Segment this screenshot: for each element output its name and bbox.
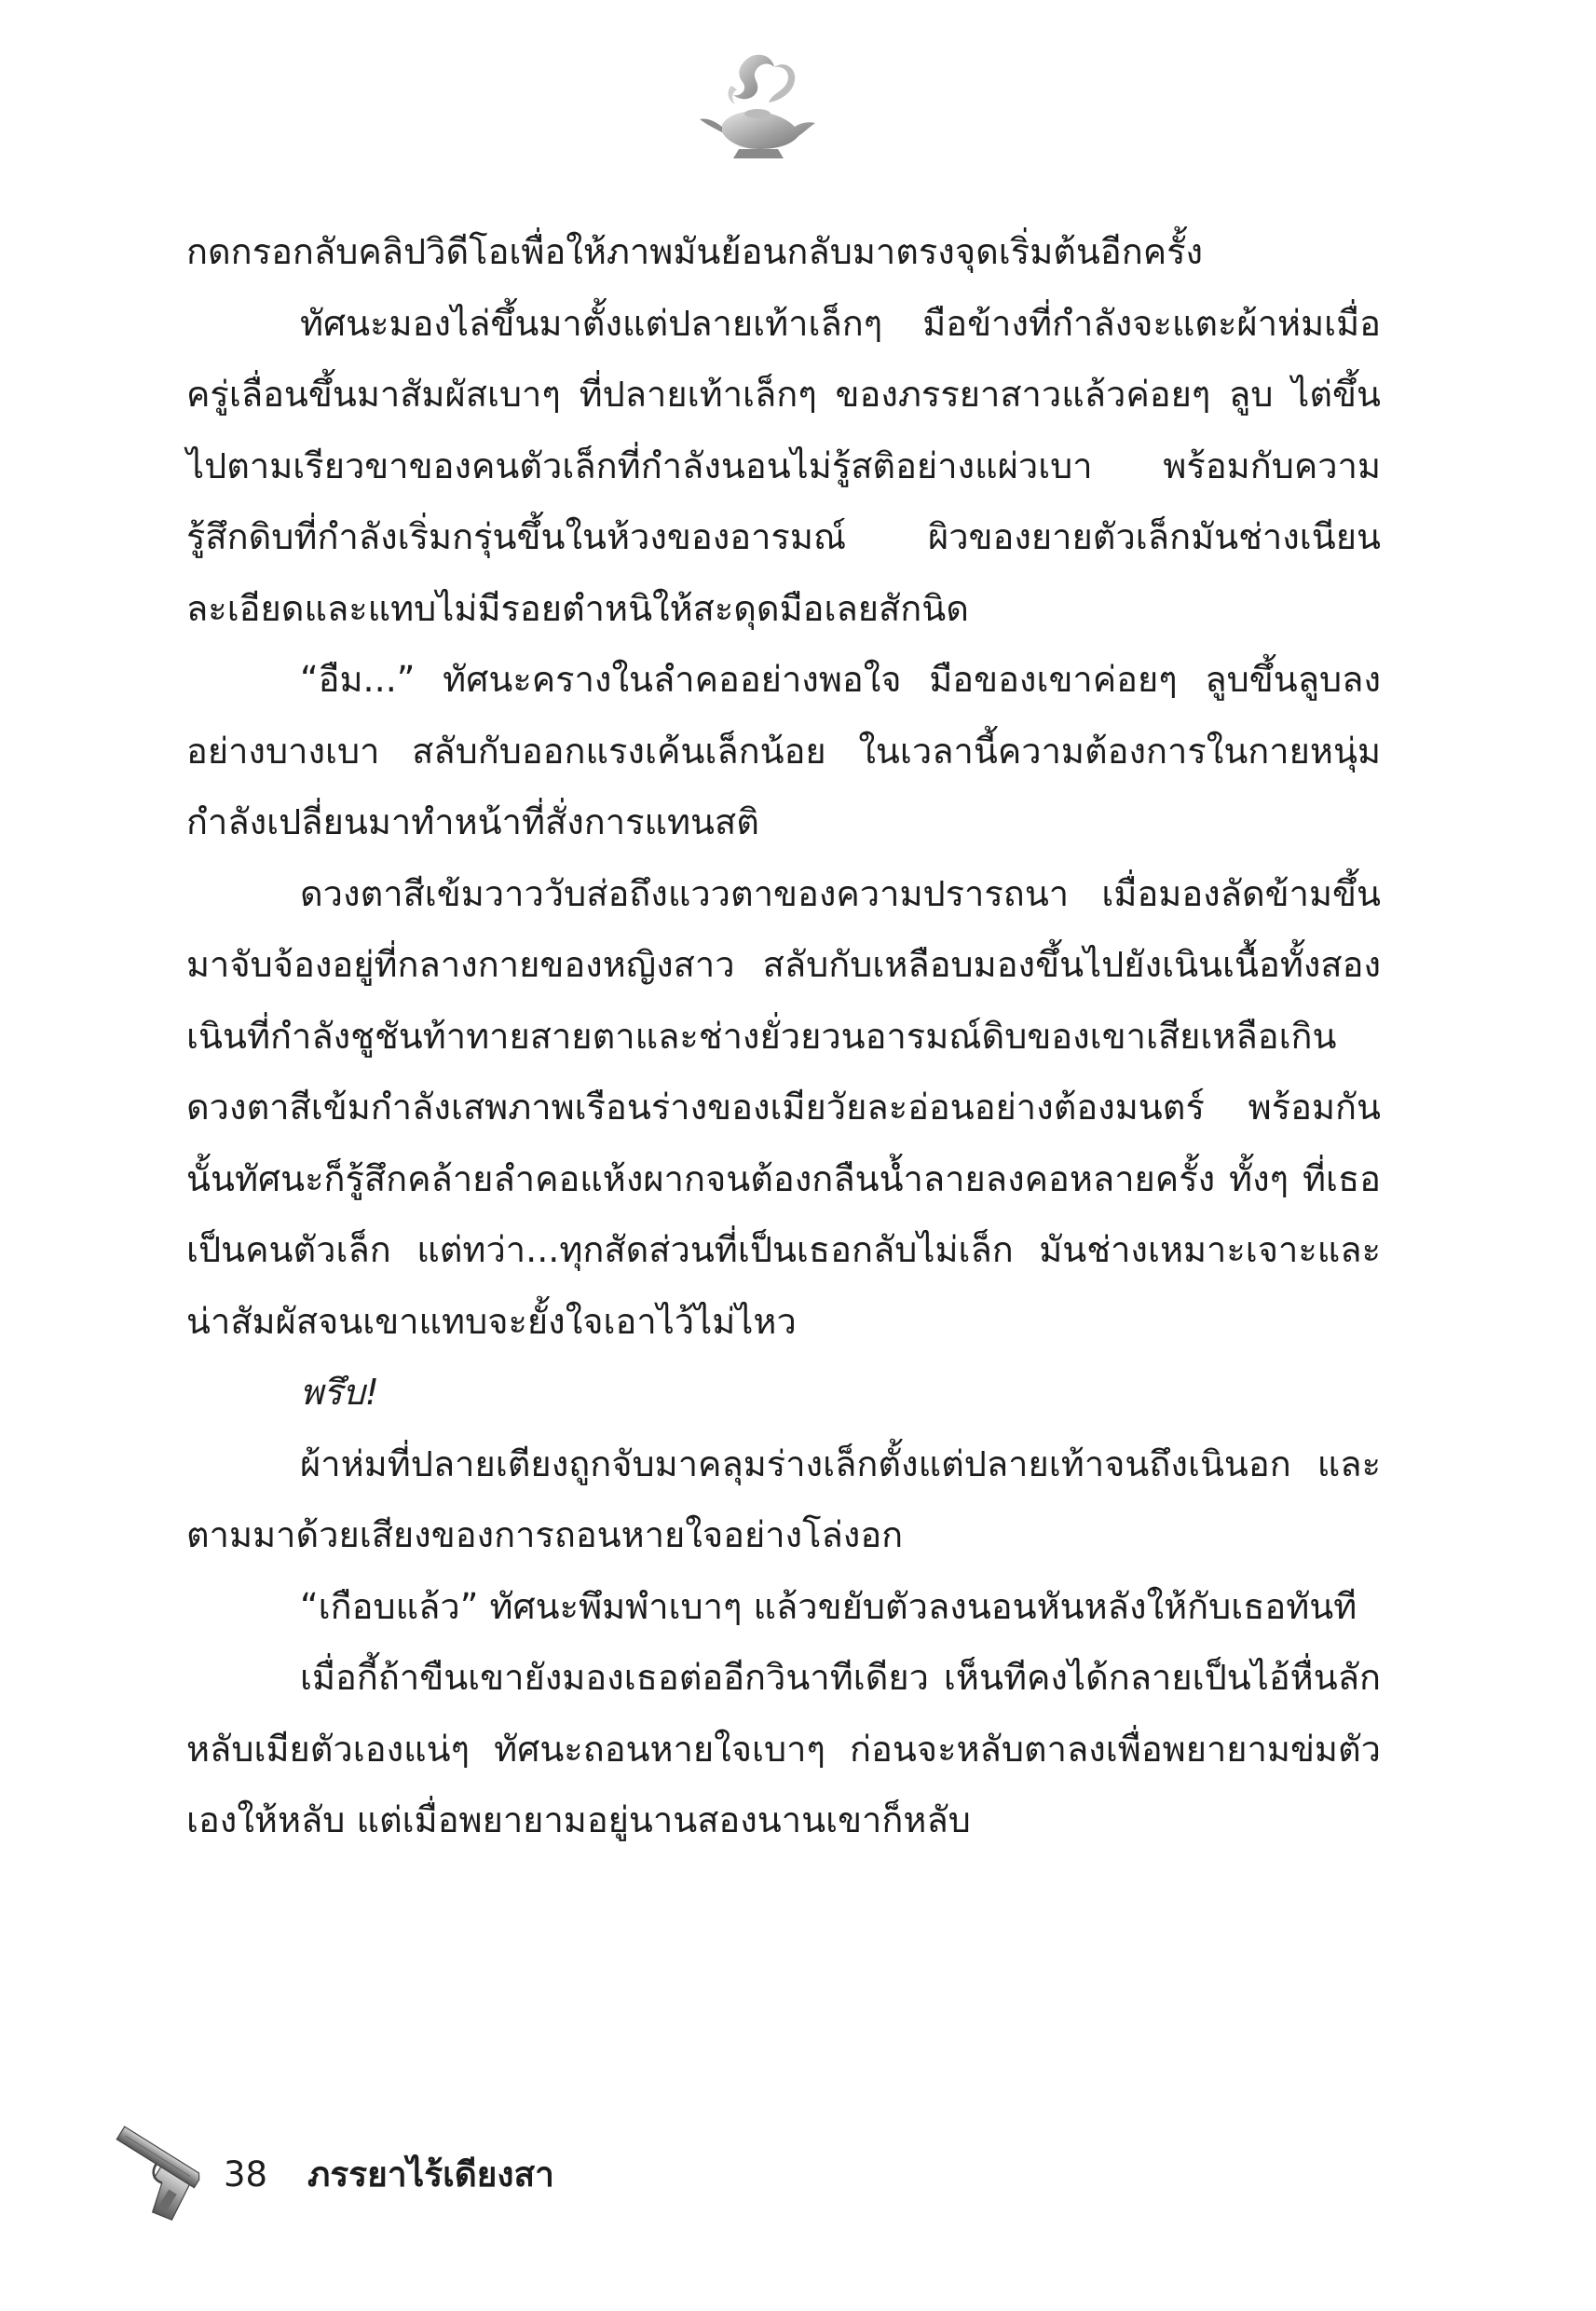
book-title: ภรรยาไร้เดียงสา (307, 2154, 554, 2195)
genie-lamp-icon (694, 48, 825, 165)
page-number: 38 (224, 2154, 268, 2195)
paragraph: พรึบ! (300, 1372, 379, 1413)
paragraph: “เกือบแล้ว” ทัศนะพึมพำเบาๆ แล้วขยับตัวลงนอนหันหลังให้กับเธอทันที (300, 1585, 1357, 1627)
paragraph: กดกรอกลับคลิปวิดีโอเพื่อให้ภาพมันย้อนกลับมาตรงจุดเริ่มต้นอีกครั้ง (186, 231, 1204, 272)
paragraph: เมื่อกี้ถ้าขืนเขายังมองเธอต่ออีกวินาทีเดียว เห็นทีคงได้กลายเป็นไอ้หื่นลักหลับเมียตัวเองแน่ๆ ทัศนะถอนหายใจเบาๆ ก่อนจะหลับตาลงเพื่อพยายามข่มตัวเองให้หลับ แต่เมื่อพยายามอยู่นานสองนานเขาก็หลับ (186, 1657, 1381, 1840)
page-footer (101, 2123, 753, 2225)
paragraph: ทัศนะมองไล่ขึ้นมาตั้งแต่ปลายเท้าเล็กๆ มือข้างที่กำลังจะแตะผ้าห่มเมื่อครู่เลื่อนขึ้นมาสัมผัสเบาๆ ที่ปลายเท้าเล็กๆ ของภรรยาสาวแล้วค่อยๆ ลูบ ไต่ขึ้นไปตามเรียวขาของคนตัวเล็กที่กำลังนอนไม่รู้สติอย่างแผ่วเบา พร้อมกับความรู้สึกดิบที่กำลังเริ่มกรุ่นขึ้นในห้วงของอารมณ์ ผิวของยายตัวเล็กมันช่างเนียนละเอียดและแทบไม่มีรอยตำหนิให้สะดุดมือเลยสักนิด (186, 302, 1381, 629)
paragraph: “อืม...” ทัศนะครางในลำคออย่างพอใจ มือของเขาค่อยๆ ลูบขึ้นลูบลงอย่างบางเบา สลับกับออกแรงเค้นเล็กน้อย ในเวลานี้ความต้องการในกายหนุ่มกำลังเปลี่ยนมาทำหน้าที่สั่งการแทนสติ (186, 659, 1381, 842)
pistol-icon (101, 2123, 212, 2225)
body-text (186, 216, 1381, 1856)
paragraph: ดวงตาสีเข้มวาววับส่อถึงแววตาของความปรารถนา เมื่อมองลัดข้ามขึ้นมาจับจ้องอยู่ที่กลางกายของหญิงสาว สลับกับเหลือบมองขึ้นไปยังเนินเนื้อทั้งสองเนินที่กำลังชูชันท้าทายสายตาและช่างยั่วยวนอารมณ์ดิบของเขาเสียเหลือเกิน ดวงตาสีเข้มกำลังเสพภาพเรือนร่างของเมียวัยละอ่อนอย่างต้องมนตร์ พร้อมกันนั้นทัศนะก็รู้สึกคล้ายลำคอแห้งผากจนต้องกลืนน้ำลายลงคอหลายครั้ง ทั้งๆ ที่เธอเป็นคนตัวเล็ก แต่ทว่า...ทุกสัดส่วนที่เป็นเธอกลับไม่เล็ก มันช่างเหมาะเจาะและน่าสัมผัสจนเขาแทบจะยั้งใจเอาไว้ไม่ไหว (186, 872, 1381, 1342)
paragraph: ผ้าห่มที่ปลายเตียงถูกจับมาคลุมร่างเล็กตั้งแต่ปลายเท้าจนถึงเนินอก และตามมาด้วยเสียงของการถอนหายใจอย่างโล่งอก (186, 1443, 1381, 1555)
